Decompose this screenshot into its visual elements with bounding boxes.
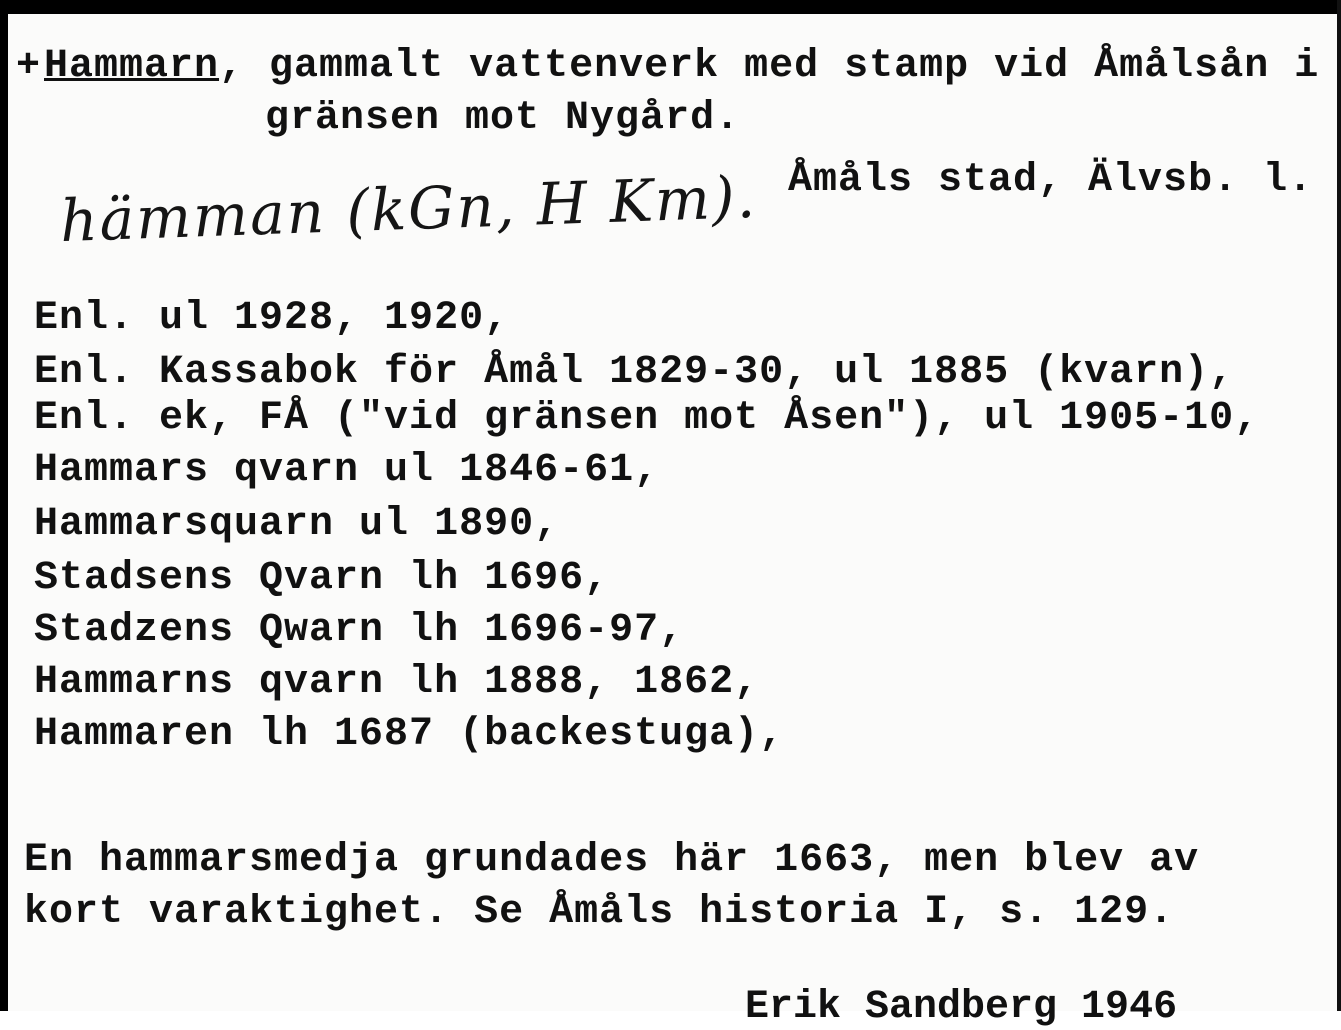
handwritten-pronunciation: hämman (kGn, H Km). bbox=[59, 162, 759, 256]
entry-description-line2: gränsen mot Nygård. bbox=[265, 96, 741, 141]
card-right-edge bbox=[1337, 0, 1341, 1011]
source-line: Enl. ul 1928, 1920, bbox=[34, 296, 510, 341]
source-line: Hammarns qvarn lh 1888, 1862, bbox=[34, 660, 760, 705]
entry-plus-mark: + bbox=[16, 44, 41, 89]
signature: Erik Sandberg 1946 bbox=[745, 985, 1178, 1030]
card-left-edge bbox=[0, 0, 8, 1011]
entry-location: Åmåls stad, Älvsb. l. bbox=[788, 158, 1314, 203]
source-line: Hammars qvarn ul 1846-61, bbox=[34, 448, 660, 493]
source-line: Hammarsquarn ul 1890, bbox=[34, 502, 560, 547]
history-note-line2: kort varaktighet. Se Åmåls historia I, s. 129. bbox=[24, 890, 1175, 935]
entry-headword: Hammarn bbox=[44, 44, 220, 89]
source-line: Stadsens Qvarn lh 1696, bbox=[34, 556, 610, 601]
source-line: Stadzens Qwarn lh 1696-97, bbox=[34, 608, 685, 653]
source-line: Hammaren lh 1687 (backestuga), bbox=[34, 712, 785, 757]
source-line: Enl. ek, FÅ ("vid gränsen mot Åsen"), ul 1905-10, bbox=[34, 396, 1260, 441]
card-top-edge bbox=[0, 0, 1341, 14]
source-line: Enl. Kassabok för Åmål 1829-30, ul 1885 (kvarn), bbox=[34, 350, 1235, 395]
entry-description: , gammalt vattenverk med stamp vid Åmålsån i bbox=[219, 44, 1320, 89]
entry-header-line bbox=[44, 44, 1319, 89]
history-note-line1: En hammarsmedja grundades här 1663, men blev av bbox=[24, 838, 1200, 883]
